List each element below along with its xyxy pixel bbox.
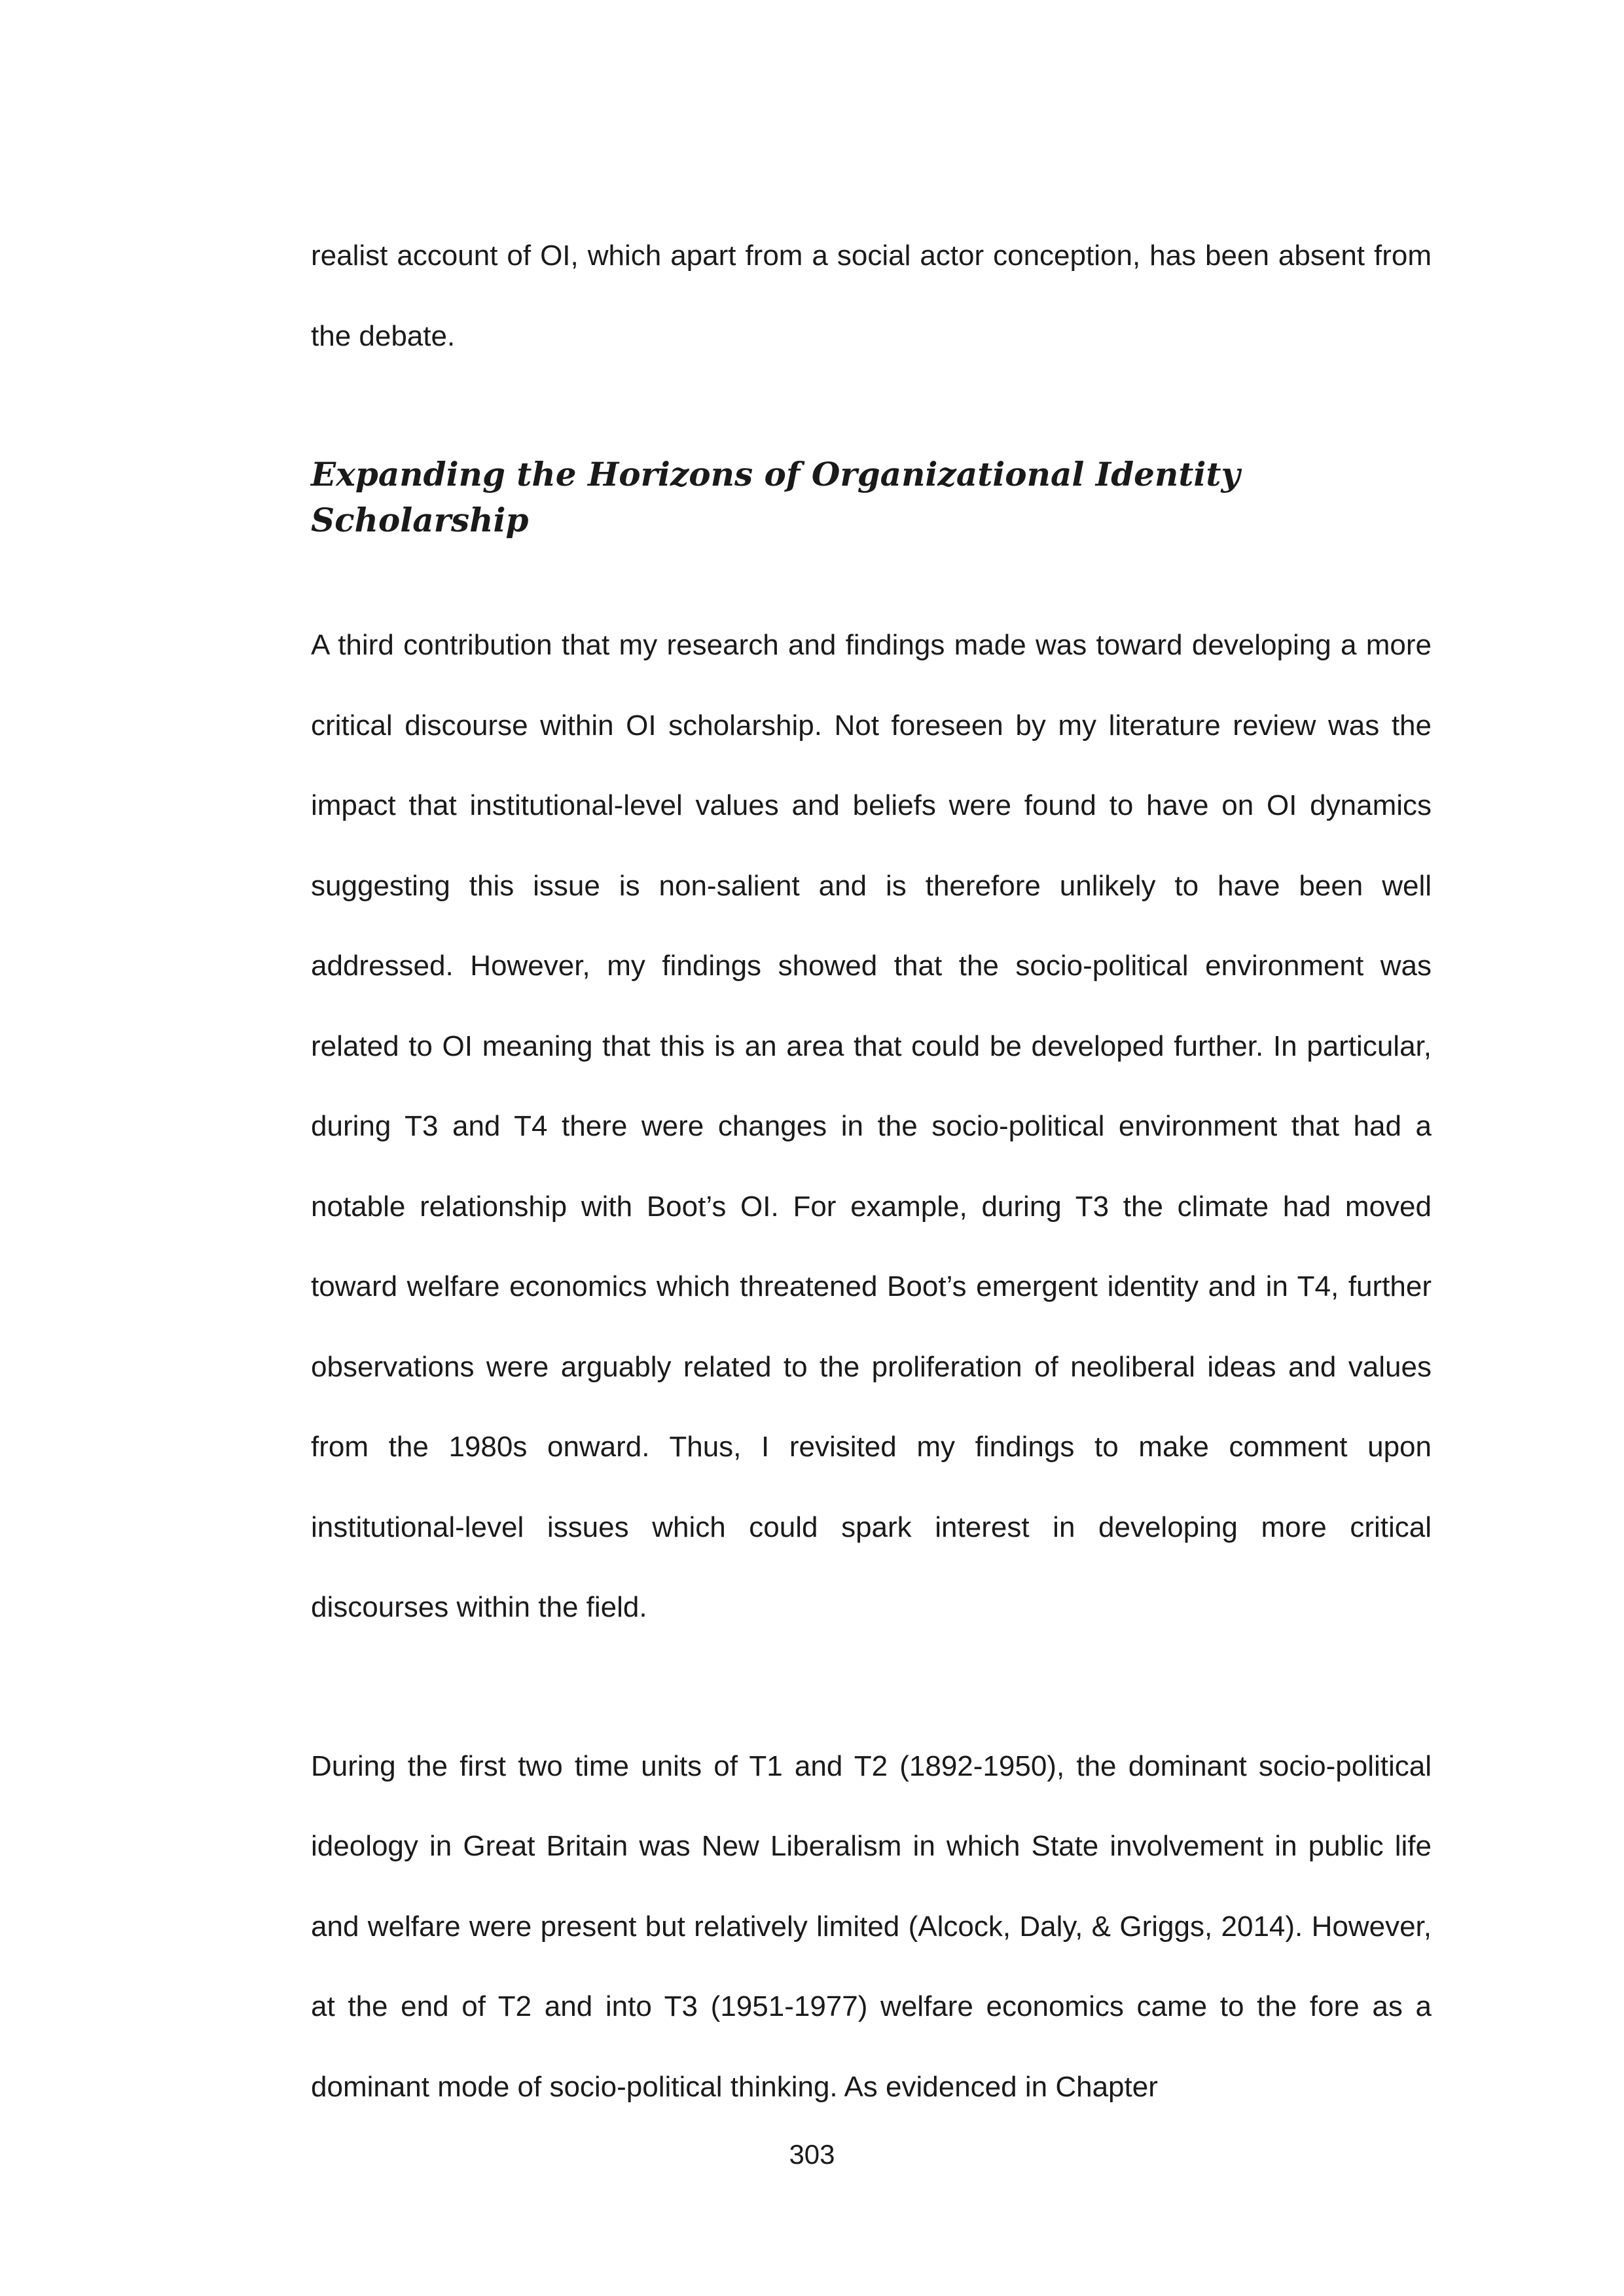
body-paragraph-1: A third contribution that my research and findings made was toward developing a more critical discourse within OI scholarship. Not foreseen by my literature review was the impact that institutional-level values and beliefs were found to have on OI dynamics suggesting this issue is non-salient and is therefore unlikely to have been well addressed. However, my findings showed that the socio-political environment was related to OI meaning that this is an area that could be developed further. In particular, during T3 and T4 there were changes in the socio-political environment that had a notable relationship with Boot’s OI. For example, during T3 the climate had moved toward welfare economics which threatened Boot’s emergent identity and in T4, further observations were arguably related to the proliferation of neoliberal ideas and values from the 1980s onward. Thus, I revisited my findings to make comment upon institutional-level issues which could spark interest in developing more critical discourses within the field.: [311, 629, 1432, 1623]
page-body: [311, 216, 1432, 2127]
intro-paragraph: realist account of OI, which apart from a social actor conception, has been absent from the debate.: [311, 240, 1432, 352]
paragraph-gap: [311, 1648, 1432, 1727]
body-paragraph-2: During the first two time units of T1 and T2 (1892-1950), the dominant socio-political ideology in Great Britain was New Liberalism in which State involvement in public life and welfare were present but relatively limited (Alcock, Daly, & Griggs, 2014). However, at the end of T2 and into T3 (1951-1977) welfare economics came to the fore as a dominant mode of socio-political thinking. As evidenced in Chapter: [311, 1749, 1432, 2103]
page-number: 303: [789, 2139, 835, 2170]
section-heading: Expanding the Horizons of Organizational Identity Scholarship: [311, 455, 1240, 539]
